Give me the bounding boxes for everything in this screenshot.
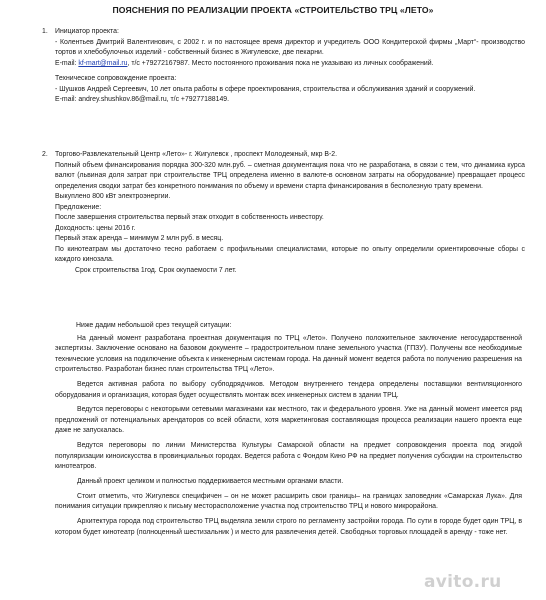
financing-paragraph: Полный объем финансирования порядка 300-320 млн.руб. – сметная документация пока что не разработана, в связи с тем, что динамика курса валют (львиная доля затрат при строительстве ТРЦ определена именно в валюте-в основном затраты на оборудование) превращает процесс определения сводки затрат без конкретного понимания по объему и времени старта финансирования в бесполезную трату времени. <box>55 161 525 190</box>
situation-paragraph: Ведутся переговоры по линии Министерства Культуры Самарской области на предмет сопровождения проекта под эгидой популяризации киноискусства в провинциальных городах. Ведется работа с Фондом Кино РФ на предмет получения субсидии на строительство кинотеатров. <box>55 442 522 470</box>
situation-paragraph: Ведется активная работа по выбору субподрядчиков. Методом внутреннего тендера определены поставщики вентиляционного оборудования и организация, которая будет осуществлять монтаж всех инженерных систем в здании ТРЦ. <box>55 381 522 399</box>
email-label: E-mail: <box>55 59 77 67</box>
offer-heading: Предложение: <box>55 203 102 211</box>
offer-text: После завершения строительства первый этаж отходит в собственность инвестору. <box>55 214 324 221</box>
section-number: 1. <box>42 28 48 35</box>
page-title: ПОЯСНЕНИЯ ПО РЕАЛИЗАЦИИ ПРОЕКТА «СТРОИТЕЛЬСТВО ТРЦ «ЛЕТО» <box>112 5 434 15</box>
power-line: Выкуплено 800 кВт электроэнергии. <box>55 193 171 200</box>
email-rest: , т/с +79272167987. Место постоянного проживания пока не указываю из личных соображений. <box>127 59 434 67</box>
yield-line: Доходность: цены 2016 г. <box>55 224 136 232</box>
tech-support-text: - Шушков Андрей Сергеевич, 10 лет опыта работы в сфере проектирования, строительства и обслуживания зданий и сооружений. <box>55 85 476 93</box>
section-number: 2. <box>42 151 48 158</box>
cinema-line: По кинотеатрам мы достаточно тесно работаем с профильными специалистами, которые по опыту определили ориентировочные сборы с каждого кинозала. <box>55 245 525 263</box>
situation-body <box>55 334 522 542</box>
situation-paragraph: Архитектура города под строительство ТРЦ выделяла земли строго по регламенту застройки города. По сути в городе будет один ТРЦ, в котором будет кинотеатр (полноценный шестизальник ) и место для развлечения детей. Свободных торговых площадей в аренду - тоже нет. <box>55 518 522 536</box>
tech-support-heading: Техническое сопровождение проекта: <box>55 75 177 82</box>
section-initiator <box>42 27 525 106</box>
watermark: avito.ru <box>424 572 502 592</box>
rent-line: Первый этаж аренда – минимум 2 млн руб. в месяц. <box>55 235 224 242</box>
initiator-text: - Колентьев Дмитрий Валентинович, с 2002 г. и по настоящее время директор и учредитель ООО Кондитерской фирмы „Март“- производство тортов и хлебобулочных изделий - собственный бизнес в Жигулевске, две пекарни. <box>55 38 525 56</box>
tech-support-email: E-mail: andrey.shushkov.86@mail.ru, т/с +79277188149. <box>55 96 230 103</box>
situation-heading: Ниже дадим небольшой срез текущей ситуации: <box>76 322 232 329</box>
situation-paragraph: Ведутся переговоры с некоторыми сетевыми магазинами как местного, так и федерального уровня. Уже на данный момент имеется ряд предложений от потенциальных арендаторов со всей области, хотя маркетинговая составляющая процесса реализации нашего проекта еще даже не запускалась. <box>55 406 522 435</box>
project-location: Торгово-Развлекательный Центр «Лето»- г. Жигулевск , проспект Молодежный, мкр В-2. <box>55 151 338 158</box>
situation-paragraph: На данный момент разработана проектная документация по ТРЦ «Лето». Получено положительное заключение негосударственной экспертизы. Заключение основано на базовом документе – градостроительном плане земельного участка (ГПЗУ). Получены все необходимые технические условия на подключение объекта к инженерным системам города. На данный момент ведется работа по получению разрешения на строительство. Разработан бизнес план строительства ТРЦ «Лето». <box>55 335 522 374</box>
initiator-heading: Инициатор проекта: <box>55 28 119 35</box>
initiator-contacts <box>55 59 525 70</box>
situation-paragraph: Данный проект целиком и полностью поддерживается местными органами власти. <box>77 477 344 485</box>
term-line: Срок строительства 1год. Срок окупаемости 7 лет. <box>75 266 237 274</box>
section-project <box>42 150 525 276</box>
email-link[interactable]: kf-mart@mail.ru <box>78 59 128 67</box>
situation-paragraph: Стоит отметить, что Жигулевск специфичен – он не может расширить свои границы– на границах заповедник «Самарская Лука». Для понимания ситуации прикрепляю к письму месторасположение участка под строительство ТРЦ и нового микрорайона. <box>55 492 522 511</box>
